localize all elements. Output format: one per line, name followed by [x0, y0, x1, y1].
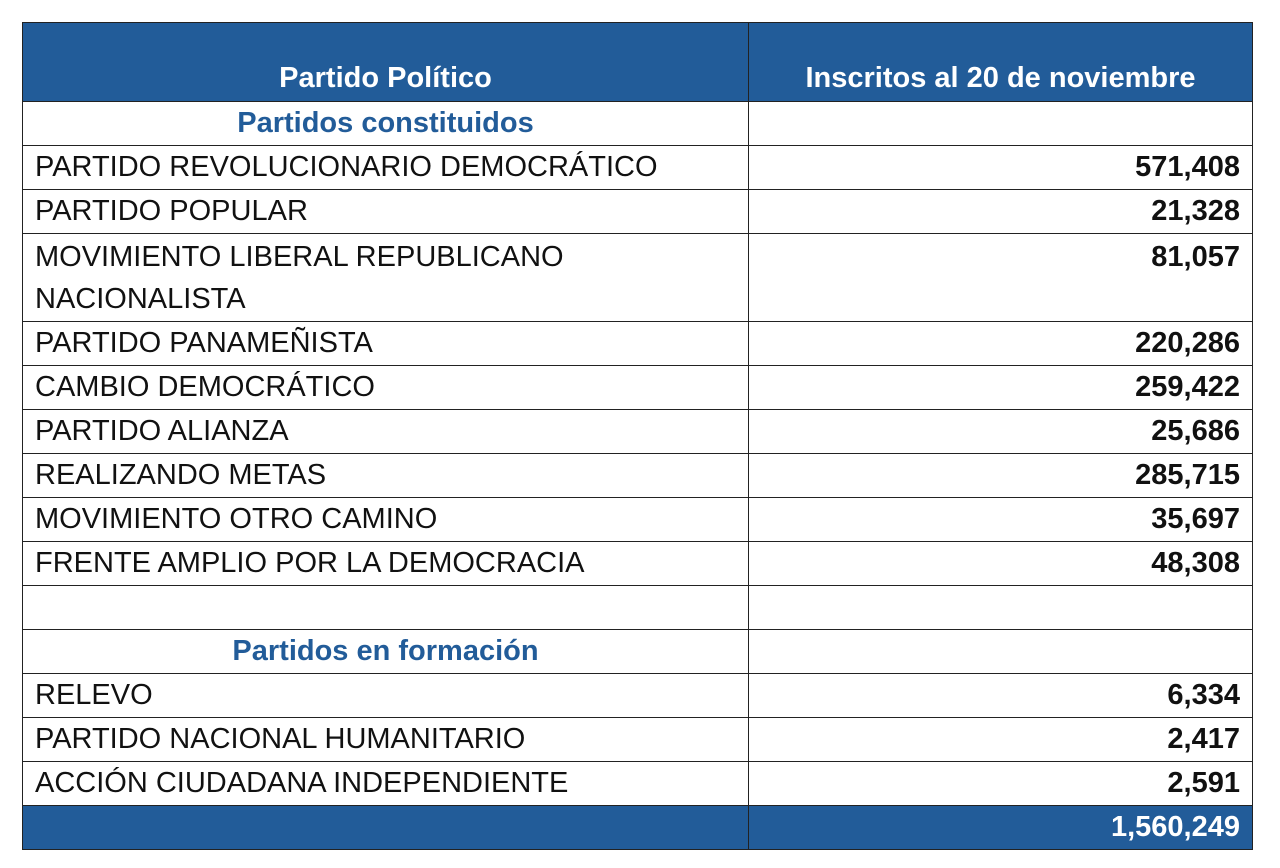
total-row — [23, 806, 1253, 850]
party-registration-table — [22, 22, 1253, 850]
party-value: 2,591 — [749, 762, 1253, 806]
party-name: REALIZANDO METAS — [23, 454, 749, 498]
party-name: ACCIÓN CIUDADANA INDEPENDIENTE — [23, 762, 749, 806]
party-name: PARTIDO ALIANZA — [23, 410, 749, 454]
table-row — [23, 322, 1253, 366]
party-value: 48,308 — [749, 542, 1253, 586]
table-row — [23, 234, 1253, 322]
header-party: Partido Político — [23, 23, 749, 102]
party-value: 285,715 — [749, 454, 1253, 498]
party-value: 2,417 — [749, 718, 1253, 762]
section-row — [23, 630, 1253, 674]
party-value: 571,408 — [749, 146, 1253, 190]
table-row — [23, 454, 1253, 498]
empty-cell — [749, 102, 1253, 146]
header-row — [23, 23, 1253, 102]
party-name: PARTIDO PANAMEÑISTA — [23, 322, 749, 366]
party-name: CAMBIO DEMOCRÁTICO — [23, 366, 749, 410]
party-value: 6,334 — [749, 674, 1253, 718]
section-row — [23, 102, 1253, 146]
party-value: 21,328 — [749, 190, 1253, 234]
table-row — [23, 366, 1253, 410]
party-name: FRENTE AMPLIO POR LA DEMOCRACIA — [23, 542, 749, 586]
table-row — [23, 410, 1253, 454]
section-constituted: Partidos constituidos — [23, 102, 749, 146]
table-row — [23, 674, 1253, 718]
party-name: MOVIMIENTO OTRO CAMINO — [23, 498, 749, 542]
party-value: 35,697 — [749, 498, 1253, 542]
empty-cell — [23, 806, 749, 850]
section-forming: Partidos en formación — [23, 630, 749, 674]
empty-cell — [749, 586, 1253, 630]
header-registered: Inscritos al 20 de noviembre — [749, 23, 1253, 102]
empty-cell — [23, 586, 749, 630]
party-value: 81,057 — [749, 234, 1253, 322]
party-name: MOVIMIENTO LIBERAL REPUBLICANO NACIONALISTA — [23, 234, 749, 322]
party-name: RELEVO — [23, 674, 749, 718]
party-name: PARTIDO REVOLUCIONARIO DEMOCRÁTICO — [23, 146, 749, 190]
party-name: PARTIDO NACIONAL HUMANITARIO — [23, 718, 749, 762]
party-value: 259,422 — [749, 366, 1253, 410]
party-name: PARTIDO POPULAR — [23, 190, 749, 234]
total-value: 1,560,249 — [749, 806, 1253, 850]
table-row — [23, 190, 1253, 234]
table-row — [23, 498, 1253, 542]
table-row — [23, 146, 1253, 190]
party-value: 25,686 — [749, 410, 1253, 454]
table-row — [23, 762, 1253, 806]
table-row — [23, 718, 1253, 762]
table-row — [23, 542, 1253, 586]
empty-cell — [749, 630, 1253, 674]
spacer-row — [23, 586, 1253, 630]
party-value: 220,286 — [749, 322, 1253, 366]
